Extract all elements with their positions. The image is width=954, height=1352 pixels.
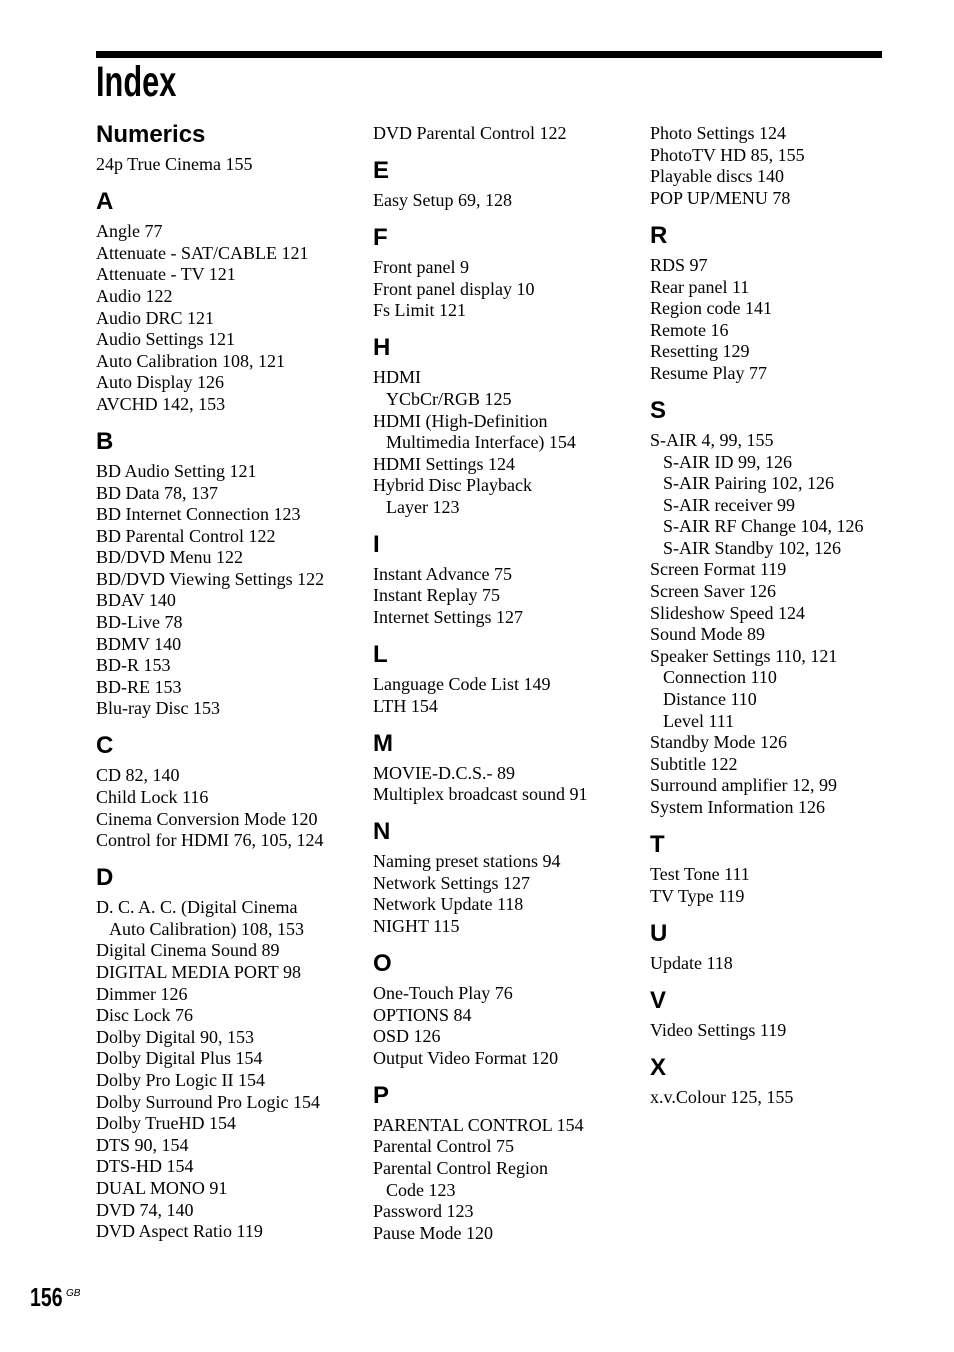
- index-entry: Attenuate - TV 121: [96, 264, 236, 285]
- index-entry: BD Internet Connection 123: [96, 504, 301, 525]
- section-heading: F: [373, 224, 388, 252]
- index-entry: Password 123: [373, 1201, 474, 1222]
- section-heading: H: [373, 334, 391, 362]
- index-entry: HDMI (High-Definition: [373, 410, 548, 431]
- index-entry: HDMI Settings 124: [373, 453, 516, 474]
- index-entry-continuation: Auto Calibration) 108, 153: [109, 918, 304, 939]
- index-entry: Blu-ray Disc 153: [96, 698, 220, 719]
- page-number: 156: [30, 1282, 63, 1312]
- index-entry: AVCHD 142, 153: [96, 393, 226, 414]
- section-heading: P: [373, 1081, 390, 1109]
- index-entry: Instant Advance 75: [373, 563, 512, 584]
- index-entry: Update 118: [650, 952, 733, 973]
- index-entry: RDS 97: [650, 254, 708, 275]
- section-heading: M: [373, 729, 393, 757]
- index-entry: BD Parental Control 122: [96, 525, 276, 546]
- index-entry: Resume Play 77: [650, 362, 767, 383]
- index-entry: Control for HDMI 76, 105, 124: [96, 830, 324, 851]
- section-heading: L: [373, 641, 388, 669]
- index-entry: BD/DVD Viewing Settings 122: [96, 568, 325, 589]
- page-title: Index: [96, 58, 177, 106]
- index-entry: S-AIR 4, 99, 155: [650, 429, 774, 450]
- index-entry: BD-Live 78: [96, 612, 183, 633]
- index-entry: MOVIE-D.C.S.- 89: [373, 762, 515, 783]
- index-entry: Multiplex broadcast sound 91: [373, 784, 588, 805]
- index-entry: Remote 16: [650, 319, 729, 340]
- index-subentry: S-AIR Standby 102, 126: [663, 537, 842, 558]
- section-heading: U: [650, 919, 668, 947]
- index-entry: NIGHT 115: [373, 915, 460, 936]
- section-heading: T: [650, 830, 665, 858]
- page-number-suffix: GB: [66, 1287, 81, 1299]
- section-heading: C: [96, 732, 114, 760]
- section-heading: A: [96, 188, 114, 216]
- index-entry: Easy Setup 69, 128: [373, 190, 512, 211]
- index-entry: Child Lock 116: [96, 787, 209, 808]
- section-heading: Numerics: [96, 121, 206, 149]
- index-entry: Photo Settings 124: [650, 123, 787, 144]
- index-subentry: S-AIR receiver 99: [663, 494, 795, 515]
- index-entry: Digital Cinema Sound 89: [96, 940, 280, 961]
- index-entry: POP UP/MENU 78: [650, 187, 791, 208]
- index-entry: BDMV 140: [96, 633, 182, 654]
- index-entry: x.v.Colour 125, 155: [650, 1086, 794, 1107]
- index-entry: Standby Mode 126: [650, 732, 787, 753]
- index-entry: Audio Settings 121: [96, 329, 236, 350]
- section-heading: X: [650, 1053, 667, 1081]
- index-entry: Fs Limit 121: [373, 300, 467, 321]
- index-entry: PARENTAL CONTROL 154: [373, 1114, 584, 1135]
- index-entry: Rear panel 11: [650, 276, 750, 297]
- index-entry: Output Video Format 120: [373, 1047, 559, 1068]
- index-entry: Dimmer 126: [96, 983, 188, 1004]
- index-entry: Pause Mode 120: [373, 1222, 493, 1243]
- index-entry-continuation: Code 123: [386, 1179, 456, 1200]
- index-entry: PhotoTV HD 85, 155: [650, 144, 805, 165]
- index-entry: DIGITAL MEDIA PORT 98: [96, 961, 301, 982]
- index-entry: Network Settings 127: [373, 872, 530, 893]
- index-entry-continuation: Layer 123: [386, 496, 460, 517]
- index-entry: System Information 126: [650, 797, 825, 817]
- index-subentry: Level 111: [663, 710, 735, 731]
- index-entry: 24p True Cinema 155: [96, 154, 253, 175]
- index-entry: Auto Calibration 108, 121: [96, 350, 285, 371]
- section-heading: I: [373, 530, 380, 558]
- index-entry: Front panel display 10: [373, 278, 535, 299]
- index-entry: DVD 74, 140: [96, 1199, 194, 1220]
- index-entry: DUAL MONO 91: [96, 1177, 228, 1198]
- index-entry: Parental Control 75: [373, 1136, 514, 1157]
- index-entry: Resetting 129: [650, 341, 750, 362]
- index-entry: Screen Saver 126: [650, 581, 776, 602]
- index-column: [96, 123, 358, 1243]
- index-entry: Region code 141: [650, 298, 772, 319]
- index-entry: Speaker Settings 110, 121: [650, 645, 838, 666]
- section-heading: B: [96, 427, 114, 455]
- section-heading: N: [373, 818, 391, 846]
- index-entry: CD 82, 140: [96, 765, 180, 786]
- index-entry: DVD Aspect Ratio 119: [96, 1221, 263, 1242]
- index-entry: DTS 90, 154: [96, 1134, 189, 1155]
- index-entry: Test Tone 111: [650, 863, 750, 884]
- index-column: [373, 123, 635, 1244]
- section-heading: R: [650, 221, 668, 249]
- index-entry: BD-R 153: [96, 655, 171, 676]
- index-entry: TV Type 119: [650, 885, 745, 906]
- section-heading: V: [650, 986, 667, 1014]
- index-subentry: YCbCr/RGB 125: [386, 388, 512, 409]
- index-entry: Hybrid Disc Playback: [373, 475, 532, 496]
- index-entry: Parental Control Region: [373, 1157, 548, 1178]
- index-entry: Playable discs 140: [650, 166, 784, 187]
- index-entry: BD Data 78, 137: [96, 482, 218, 503]
- section-heading: S: [650, 396, 667, 424]
- index-subentry: S-AIR Pairing 102, 126: [663, 473, 834, 494]
- index-subentry: Connection 110: [663, 667, 777, 688]
- index-entry: BD Audio Setting 121: [96, 460, 257, 481]
- index-entry: Auto Display 126: [96, 372, 224, 393]
- index-entry: Internet Settings 127: [373, 607, 523, 628]
- index-entry: Screen Format 119: [650, 559, 787, 580]
- index-entry: Slideshow Speed 124: [650, 602, 805, 623]
- index-entry: Network Update 118: [373, 894, 524, 915]
- index-entry: Audio DRC 121: [96, 307, 215, 328]
- index-subentry: S-AIR ID 99, 126: [663, 451, 792, 472]
- index-entry: Dolby Surround Pro Logic 154: [96, 1091, 320, 1112]
- index-entry: OPTIONS 84: [373, 1004, 472, 1025]
- index-entry: Sound Mode 89: [650, 624, 766, 645]
- index-entry: Instant Replay 75: [373, 585, 500, 606]
- title-rule: [96, 51, 882, 58]
- index-entry: D. C. A. C. (Digital Cinema: [96, 897, 298, 918]
- index-entry: BD/DVD Menu 122: [96, 547, 243, 568]
- index-entry: Video Settings 119: [650, 1019, 787, 1040]
- index-entry: Attenuate - SAT/CABLE 121: [96, 242, 309, 263]
- index-entry: Language Code List 149: [373, 674, 551, 695]
- index-entry: Dolby Digital 90, 153: [96, 1026, 254, 1047]
- index-subentry: S-AIR RF Change 104, 126: [663, 516, 864, 537]
- index-entry: Subtitle 122: [650, 753, 738, 774]
- index-entry: Dolby Pro Logic II 154: [96, 1069, 265, 1090]
- index-entry: One-Touch Play 76: [373, 982, 513, 1003]
- section-heading: E: [373, 157, 390, 185]
- index-entry-continuation: Multimedia Interface) 154: [386, 432, 576, 453]
- index-entry: Naming preset stations 94: [373, 851, 561, 872]
- index-column: [650, 123, 912, 1108]
- index-entry: Dolby TrueHD 154: [96, 1113, 237, 1134]
- index-subentry: Distance 110: [663, 689, 757, 710]
- index-entry: Surround amplifier 12, 99: [650, 775, 837, 796]
- index-entry: BD-RE 153: [96, 676, 182, 697]
- index-entry: Angle 77: [96, 221, 163, 242]
- index-entry: Disc Lock 76: [96, 1005, 193, 1026]
- section-heading: D: [96, 864, 114, 892]
- index-entry: Audio 122: [96, 285, 173, 306]
- index-entry: Front panel 9: [373, 257, 469, 278]
- index-entry: DVD Parental Control 122: [373, 123, 567, 144]
- index-entry: LTH 154: [373, 695, 438, 716]
- index-entry: DTS-HD 154: [96, 1156, 194, 1177]
- section-heading: O: [373, 949, 392, 977]
- index-entry: Dolby Digital Plus 154: [96, 1048, 263, 1069]
- index-entry: OSD 126: [373, 1026, 441, 1047]
- index-entry: Cinema Conversion Mode 120: [96, 808, 318, 829]
- index-entry: HDMI: [373, 367, 421, 388]
- index-entry: BDAV 140: [96, 590, 176, 611]
